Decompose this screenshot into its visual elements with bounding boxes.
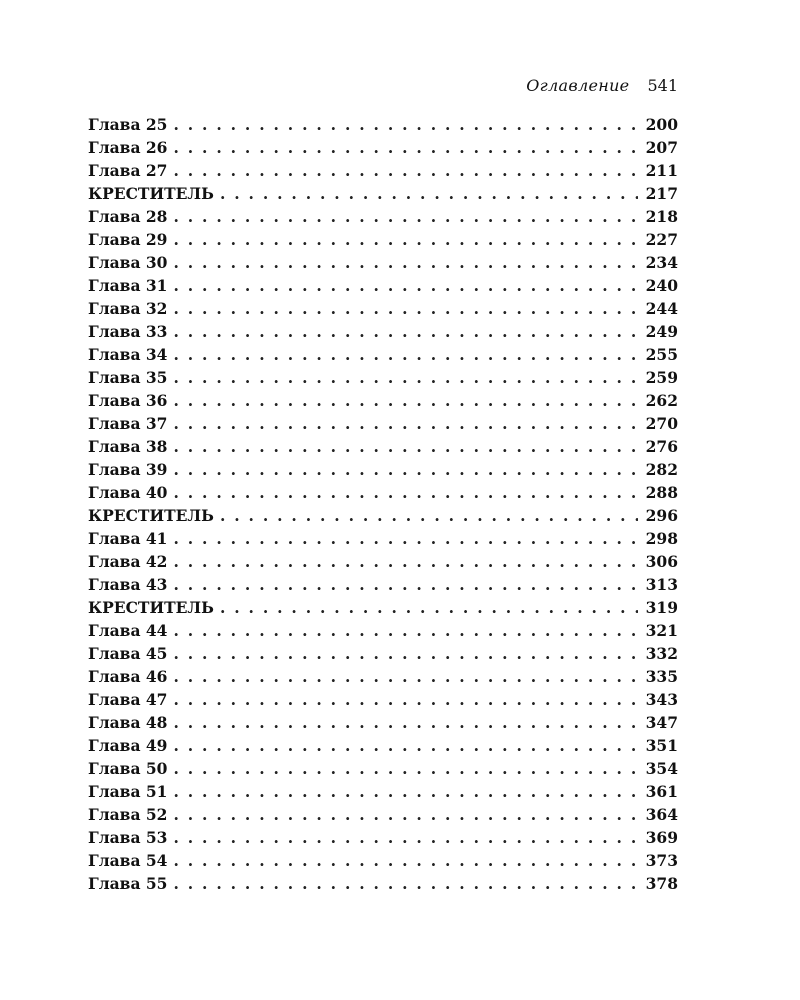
toc-entry[interactable] (88, 688, 678, 711)
toc-leader-dots (173, 366, 638, 389)
toc-entry-page: 321 (645, 621, 678, 640)
toc-entry[interactable] (88, 182, 678, 205)
toc-entry-page: 347 (645, 713, 678, 732)
toc-leader-dots (220, 182, 638, 205)
toc-entry-title: Глава 44 (88, 621, 168, 640)
toc-entry[interactable] (88, 159, 678, 182)
toc-entry-title: Глава 54 (88, 851, 168, 870)
toc-leader-dots (173, 251, 638, 274)
toc-entry[interactable] (88, 780, 678, 803)
toc-leader-dots (173, 665, 638, 688)
toc-entry-page: 218 (645, 207, 678, 226)
toc-leader-dots (173, 642, 638, 665)
toc-entry-page: 270 (645, 414, 678, 433)
toc-entry-title: Глава 37 (88, 414, 168, 433)
toc-entry[interactable] (88, 596, 678, 619)
toc-entry-page: 255 (645, 345, 678, 364)
toc-entry[interactable] (88, 573, 678, 596)
toc-entry[interactable] (88, 205, 678, 228)
toc-entry-page: 259 (645, 368, 678, 387)
toc-leader-dots (173, 435, 638, 458)
toc-leader-dots (173, 734, 638, 757)
toc-leader-dots (173, 757, 638, 780)
toc-leader-dots (173, 274, 638, 297)
toc-leader-dots (173, 780, 638, 803)
toc-entry-page: 249 (645, 322, 678, 341)
toc-entry-page: 361 (645, 782, 678, 801)
toc-entry-page: 298 (645, 529, 678, 548)
toc-entry-title: Глава 42 (88, 552, 168, 571)
toc-entry-page: 217 (645, 184, 678, 203)
toc-entry-title: Глава 28 (88, 207, 168, 226)
toc-entry[interactable] (88, 849, 678, 872)
toc-leader-dots (173, 458, 638, 481)
toc-entry[interactable] (88, 435, 678, 458)
toc-entry-page: 378 (645, 874, 678, 893)
toc-entry[interactable] (88, 136, 678, 159)
toc-leader-dots (173, 481, 638, 504)
toc-entry-page: 207 (645, 138, 678, 157)
toc-entry[interactable] (88, 527, 678, 550)
toc-entry-page: 351 (645, 736, 678, 755)
toc-entry-title: Глава 46 (88, 667, 168, 686)
toc-entry[interactable] (88, 389, 678, 412)
toc-entry[interactable] (88, 872, 678, 895)
toc-entry[interactable] (88, 113, 678, 136)
toc-entry[interactable] (88, 504, 678, 527)
toc-leader-dots (173, 711, 638, 734)
toc-entry[interactable] (88, 619, 678, 642)
toc-entry[interactable] (88, 228, 678, 251)
toc-entry[interactable] (88, 251, 678, 274)
toc-entry-title: КРЕСТИТЕЛЬ (88, 184, 214, 203)
toc-entry[interactable] (88, 803, 678, 826)
toc-entry[interactable] (88, 757, 678, 780)
toc-entry-page: 354 (645, 759, 678, 778)
toc-entry-title: Глава 51 (88, 782, 168, 801)
toc-entry-page: 276 (645, 437, 678, 456)
toc-entry-page: 332 (645, 644, 678, 663)
toc-leader-dots (173, 872, 638, 895)
toc-entry[interactable] (88, 550, 678, 573)
running-head (88, 76, 678, 96)
toc-entry-title: Глава 53 (88, 828, 168, 847)
toc-leader-dots (173, 412, 638, 435)
toc-leader-dots (173, 550, 638, 573)
toc-entry[interactable] (88, 734, 678, 757)
toc-entry-title: Глава 35 (88, 368, 168, 387)
toc-entry-page: 282 (645, 460, 678, 479)
toc-entry-title: КРЕСТИТЕЛЬ (88, 598, 214, 617)
toc-entry[interactable] (88, 274, 678, 297)
toc-leader-dots (173, 573, 638, 596)
toc-entry-page: 319 (645, 598, 678, 617)
toc-entry[interactable] (88, 366, 678, 389)
toc-entry-page: 296 (645, 506, 678, 525)
toc-leader-dots (173, 688, 638, 711)
toc-entry[interactable] (88, 458, 678, 481)
toc-entry[interactable] (88, 320, 678, 343)
toc-entry-title: Глава 39 (88, 460, 168, 479)
toc-entry-title: Глава 27 (88, 161, 168, 180)
toc-entry-title: КРЕСТИТЕЛЬ (88, 506, 214, 525)
toc-entry-title: Глава 31 (88, 276, 168, 295)
toc-entry-page: 240 (645, 276, 678, 295)
toc-entry-page: 244 (645, 299, 678, 318)
toc-entry-page: 369 (645, 828, 678, 847)
toc-entry-title: Глава 40 (88, 483, 168, 502)
page-number: 541 (647, 76, 678, 95)
section-title: Оглавление (526, 76, 630, 95)
toc-entry-title: Глава 36 (88, 391, 168, 410)
toc-entry[interactable] (88, 481, 678, 504)
toc-entry-title: Глава 32 (88, 299, 168, 318)
toc-leader-dots (173, 803, 638, 826)
table-of-contents (88, 113, 678, 895)
toc-entry[interactable] (88, 297, 678, 320)
toc-entry-page: 373 (645, 851, 678, 870)
toc-entry-title: Глава 50 (88, 759, 168, 778)
toc-entry[interactable] (88, 826, 678, 849)
toc-entry[interactable] (88, 665, 678, 688)
toc-entry-title: Глава 26 (88, 138, 168, 157)
toc-leader-dots (173, 113, 638, 136)
toc-entry-title: Глава 49 (88, 736, 168, 755)
toc-entry-title: Глава 47 (88, 690, 168, 709)
toc-entry[interactable] (88, 642, 678, 665)
toc-leader-dots (220, 504, 638, 527)
toc-entry-title: Глава 29 (88, 230, 168, 249)
toc-entry-page: 262 (645, 391, 678, 410)
toc-entry[interactable] (88, 711, 678, 734)
toc-leader-dots (173, 228, 638, 251)
toc-leader-dots (220, 596, 638, 619)
toc-entry-title: Глава 48 (88, 713, 168, 732)
toc-entry-title: Глава 55 (88, 874, 168, 893)
toc-leader-dots (173, 389, 638, 412)
toc-leader-dots (173, 136, 638, 159)
toc-entry-page: 288 (645, 483, 678, 502)
toc-entry-title: Глава 38 (88, 437, 168, 456)
toc-entry-title: Глава 45 (88, 644, 168, 663)
toc-entry-page: 306 (645, 552, 678, 571)
toc-entry-page: 211 (645, 161, 678, 180)
toc-entry-title: Глава 33 (88, 322, 168, 341)
toc-leader-dots (173, 159, 638, 182)
toc-leader-dots (173, 343, 638, 366)
toc-entry-page: 313 (645, 575, 678, 594)
toc-entry-page: 364 (645, 805, 678, 824)
toc-entry-page: 234 (645, 253, 678, 272)
toc-entry-page: 335 (645, 667, 678, 686)
toc-entry-title: Глава 43 (88, 575, 168, 594)
toc-leader-dots (173, 205, 638, 228)
toc-leader-dots (173, 527, 638, 550)
toc-leader-dots (173, 297, 638, 320)
toc-entry-page: 227 (645, 230, 678, 249)
toc-leader-dots (173, 320, 638, 343)
toc-entry-page: 200 (645, 115, 678, 134)
toc-leader-dots (173, 849, 638, 872)
toc-leader-dots (173, 826, 638, 849)
toc-entry-title: Глава 52 (88, 805, 168, 824)
toc-entry-title: Глава 25 (88, 115, 168, 134)
toc-entry[interactable] (88, 343, 678, 366)
toc-entry-title: Глава 34 (88, 345, 168, 364)
toc-entry-page: 343 (645, 690, 678, 709)
toc-entry-title: Глава 30 (88, 253, 168, 272)
toc-leader-dots (173, 619, 638, 642)
toc-entry-title: Глава 41 (88, 529, 168, 548)
toc-entry[interactable] (88, 412, 678, 435)
